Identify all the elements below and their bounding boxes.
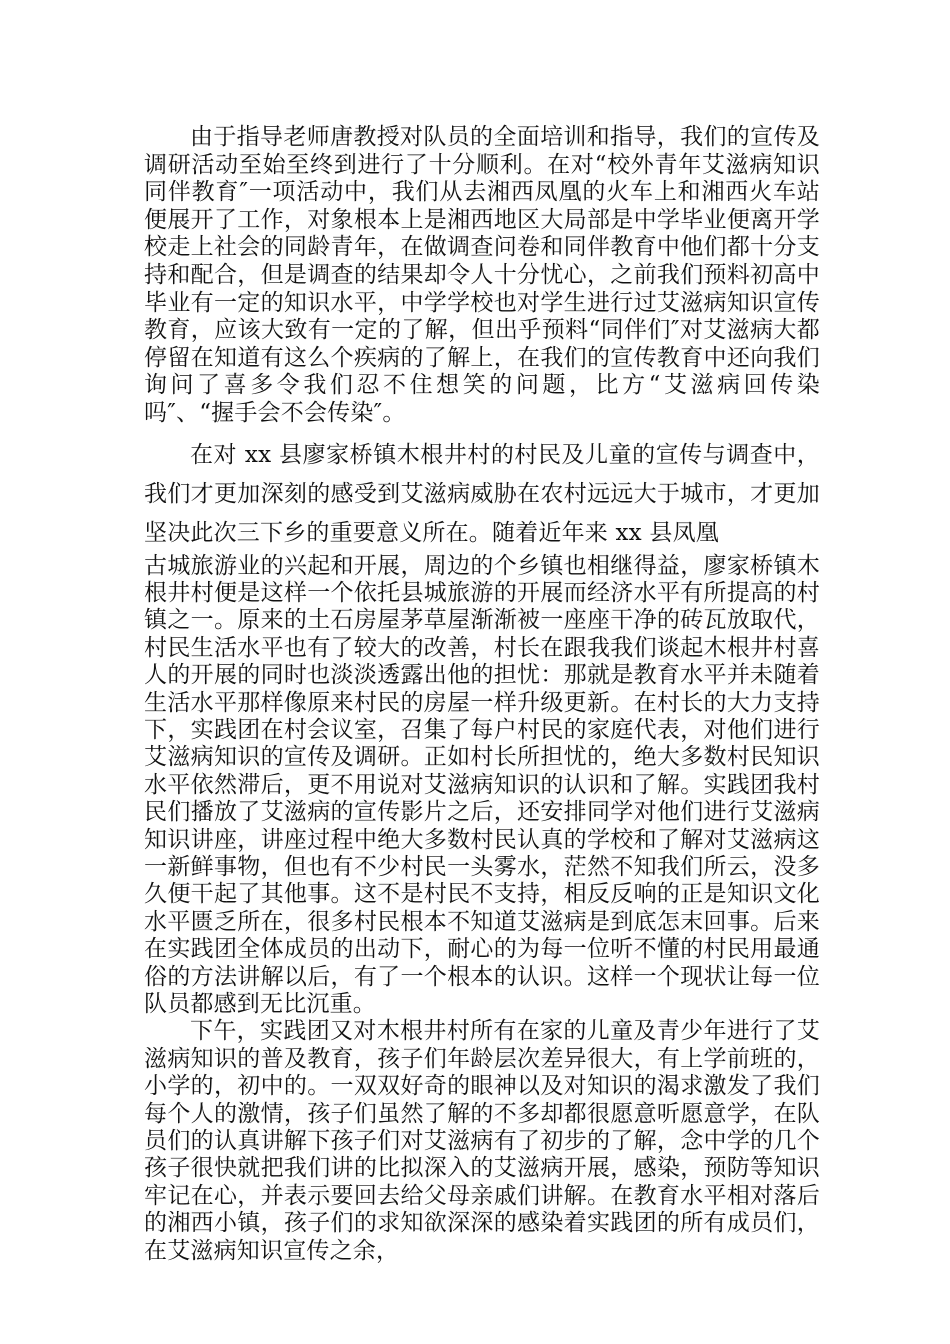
document-body [144,124,820,1265]
paragraph-2: 在对 xx 县廖家桥镇木根井村的村民及儿童的宣传与调查中，我们才更加深刻的感受到艾滋病威胁在农村远远大于城市，才更加坚决此次三下乡的重要意义所在。随着近年来 xx 县凤凰 [144,441,820,546]
paragraph-3: 古城旅游业的兴起和开展，周边的个乡镇也相继得益，廖家桥镇木根井村便是这样一个依托县城旅游的开展而经济水平有所提高的村镇之一。原来的土石房屋茅草屋渐渐被一座座干净的砖瓦放取代，村民生活水平也有了较大的改善，村长在跟我我们谈起木根井村喜人的开展的同时也淡淡透露出他的担忧：那就是教育水平并未随着生活水平那样像原来村民的房屋一样升级更新。在村长的大力支持下，实践团在村会议室，召集了每户村民的家庭代表，对他们进行艾滋病知识的宣传及调研。正如村长所担忧的，绝大多数村民知识水平依然滞后，更不用说对艾滋病知识的认识和了解。实践团我村民们播放了艾滋病的宣传影片之后，还安排同学对他们进行艾滋病知识讲座，讲座过程中绝大多数村民认真的学校和了解对艾滋病这一新鲜事物，但也有不少村民一头雾水，茫然不知我们所云，没多久便干起了其他事。这不是村民不支持，相反反响的正是知识文化水平匮乏所在，很多村民根本不知道艾滋病是到底怎末回事。后来在实践团全体成员的出动下，耐心的为每一位听不懂的村民用最通俗的方法讲解以后，有了一个根本的认识。这样一个现状让每一位队员都感到无比沉重。 [144,552,820,1018]
paragraph-1: 由于指导老师唐教授对队员的全面培训和指导，我们的宣传及调研活动至始至终到进行了十分顺利。在对“校外青年艾滋病知识同伴教育″一项活动中，我们从去湘西凤凰的火车上和湘西火车站便展开了工作，对象根本上是湘西地区大局部是中学毕业便离开学校走上社会的同龄青年，在做调查问卷和同伴教育中他们都十分支持和配合，但是调查的结果却令人十分忧心，之前我们预料初高中毕业有一定的知识水平，中学学校也对学生进行过艾滋病知识宣传教育，应该大致有一定的了解，但出乎预料“同伴们″对艾滋病大都停留在知道有这么个疾病的了解上，在我们的宣传教育中还向我们询问了喜多令我们忍不住想笑的问题，比方“艾滋病回传染吗″、“握手会不会传染″。 [144,124,820,426]
paragraph-4: 下午，实践团又对木根井村所有在家的儿童及青少年进行了艾滋病知识的普及教育，孩子们年龄层次差异很大，有上学前班的，小学的，初中的。一双双好奇的眼神以及对知识的渴求激发了我们每个人的激情，孩子们虽然了解的不多却都很愿意听愿意学，在队员们的认真讲解下孩子们对艾滋病有了初步的了解，念中学的几个孩子很快就把我们讲的比拟深入的艾滋病开展，感染，预防等知识牢记在心，并表示要回去给父母亲戚们讲解。在教育水平相对落后的湘西小镇，孩子们的求知欲深深的感染着实践团的所有成员们，在艾滋病知识宣传之余， [144,1018,820,1264]
